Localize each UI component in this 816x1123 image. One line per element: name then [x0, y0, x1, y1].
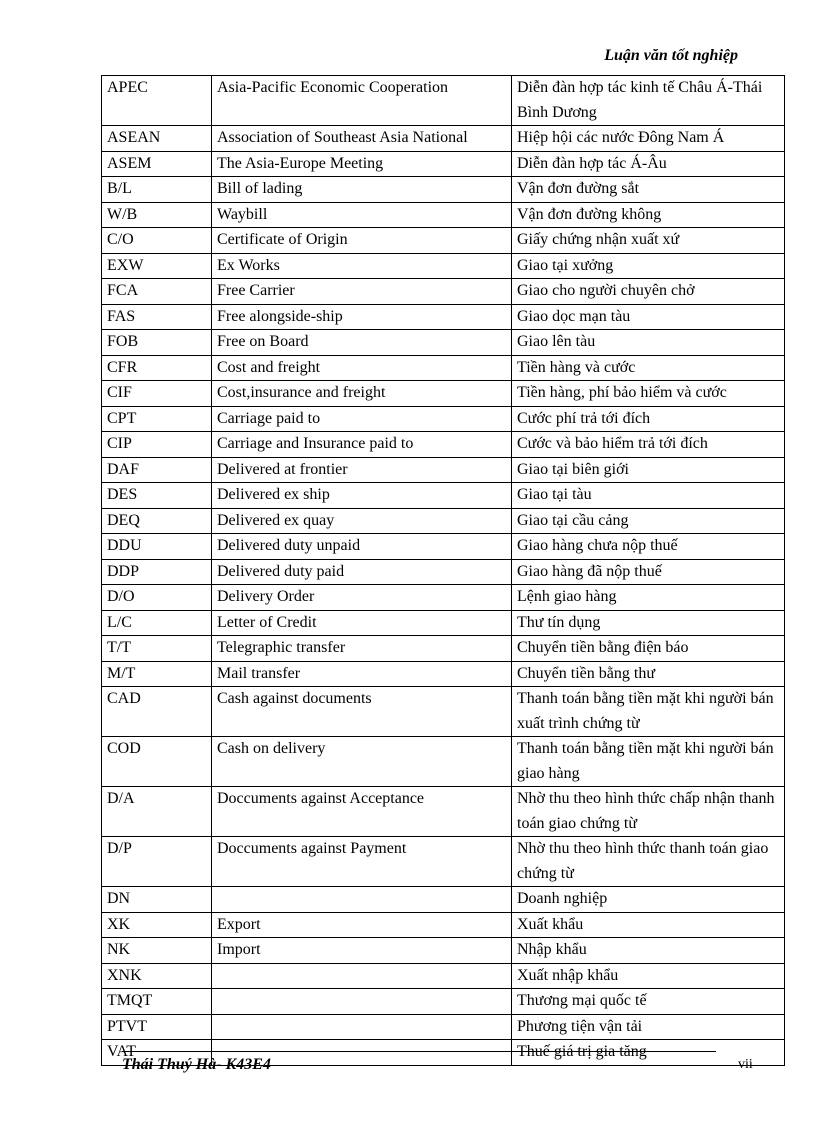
table-row: [102, 787, 785, 837]
table-row: [102, 636, 785, 662]
abbreviation-cell: VAT: [102, 1040, 212, 1066]
english-term-cell: Delivered at frontier: [212, 457, 512, 483]
english-term-cell: Telegraphic transfer: [212, 636, 512, 662]
vietnamese-term-cell: Giao tại xưởng: [512, 253, 785, 279]
english-term-cell: Free on Board: [212, 330, 512, 356]
vietnamese-term-cell: Giao hàng chưa nộp thuế: [512, 534, 785, 560]
english-term-cell: Cash against documents: [212, 687, 512, 737]
vietnamese-term-cell: Chuyển tiền bằng thư: [512, 661, 785, 687]
table-row: [102, 887, 785, 913]
table-row: [102, 457, 785, 483]
english-term-cell: Carriage paid to: [212, 406, 512, 432]
english-term-cell: Cost and freight: [212, 355, 512, 381]
abbreviation-cell: W/B: [102, 202, 212, 228]
vietnamese-term-cell: Thư tín dụng: [512, 610, 785, 636]
abbreviation-cell: CPT: [102, 406, 212, 432]
abbreviation-cell: DEQ: [102, 508, 212, 534]
footer-divider: [122, 1051, 716, 1052]
english-term-cell: Association of Southeast Asia National: [212, 126, 512, 152]
table-row: [102, 279, 785, 305]
english-term-cell: Cost,insurance and freight: [212, 381, 512, 407]
vietnamese-term-cell: Giao tại cầu cảng: [512, 508, 785, 534]
abbreviation-cell: CFR: [102, 355, 212, 381]
english-term-cell: Delivered duty unpaid: [212, 534, 512, 560]
table-row: [102, 304, 785, 330]
vietnamese-term-cell: Phương tiện vận tải: [512, 1014, 785, 1040]
vietnamese-term-cell: Nhờ thu theo hình thức thanh toán giao chứng từ: [512, 837, 785, 887]
english-term-cell: Carriage and Insurance paid to: [212, 432, 512, 458]
english-term-cell: Bill of lading: [212, 177, 512, 203]
table-row: [102, 687, 785, 737]
table-row: [102, 151, 785, 177]
vietnamese-term-cell: Doanh nghiệp: [512, 887, 785, 913]
table-row: [102, 661, 785, 687]
abbreviation-cell: D/P: [102, 837, 212, 887]
vietnamese-term-cell: Thương mại quốc tế: [512, 989, 785, 1015]
vietnamese-term-cell: Cước và bảo hiểm trả tới đích: [512, 432, 785, 458]
table-row: [102, 534, 785, 560]
running-header-title: Luận văn tốt nghiệp: [604, 47, 738, 64]
vietnamese-term-cell: Giao cho người chuyên chở: [512, 279, 785, 305]
vietnamese-term-cell: Thanh toán bằng tiền mặt khi người bán giao hàng: [512, 737, 785, 787]
abbreviation-cell: CIF: [102, 381, 212, 407]
english-term-cell: Letter of Credit: [212, 610, 512, 636]
english-term-cell: Free alongside-ship: [212, 304, 512, 330]
abbreviation-table: [101, 75, 785, 1066]
table-row: [102, 737, 785, 787]
vietnamese-term-cell: Tiền hàng, phí bảo hiểm và cước: [512, 381, 785, 407]
table-row: [102, 228, 785, 254]
table-row: [102, 126, 785, 152]
table-row: [102, 177, 785, 203]
table-row: [102, 253, 785, 279]
table-row: [102, 483, 785, 509]
abbreviation-cell: XK: [102, 912, 212, 938]
abbreviation-cell: CIP: [102, 432, 212, 458]
vietnamese-term-cell: Giao tại tàu: [512, 483, 785, 509]
abbreviation-cell: FAS: [102, 304, 212, 330]
table-row: [102, 406, 785, 432]
vietnamese-term-cell: Giao tại biên giới: [512, 457, 785, 483]
table-row: [102, 989, 785, 1015]
english-term-cell: Certificate of Origin: [212, 228, 512, 254]
table-row: [102, 559, 785, 585]
table-row: [102, 837, 785, 887]
vietnamese-term-cell: Giao dọc mạn tàu: [512, 304, 785, 330]
abbreviation-cell: L/C: [102, 610, 212, 636]
english-term-cell: The Asia-Europe Meeting: [212, 151, 512, 177]
english-term-cell: Delivered duty paid: [212, 559, 512, 585]
english-term-cell: Export: [212, 912, 512, 938]
vietnamese-term-cell: Thanh toán bằng tiền mặt khi người bán xuất trình chứng từ: [512, 687, 785, 737]
table-row: [102, 381, 785, 407]
abbreviation-cell: EXW: [102, 253, 212, 279]
table-row: [102, 432, 785, 458]
english-term-cell: Doccuments against Acceptance: [212, 787, 512, 837]
vietnamese-term-cell: Cước phí trả tới đích: [512, 406, 785, 432]
abbreviation-cell: COD: [102, 737, 212, 787]
table-row: [102, 938, 785, 964]
table-row: [102, 1014, 785, 1040]
vietnamese-term-cell: Nhờ thu theo hình thức chấp nhận thanh toán giao chứng từ: [512, 787, 785, 837]
vietnamese-term-cell: Nhập khẩu: [512, 938, 785, 964]
english-term-cell: Doccuments against Payment: [212, 837, 512, 887]
table-row: [102, 610, 785, 636]
vietnamese-term-cell: Hiệp hội các nước Đông Nam Á: [512, 126, 785, 152]
english-term-cell: [212, 963, 512, 989]
abbreviation-cell: XNK: [102, 963, 212, 989]
abbreviation-cell: PTVT: [102, 1014, 212, 1040]
abbreviation-cell: NK: [102, 938, 212, 964]
abbreviation-table-body: [102, 76, 785, 1066]
table-row: [102, 330, 785, 356]
abbreviation-cell: M/T: [102, 661, 212, 687]
english-term-cell: [212, 1014, 512, 1040]
abbreviation-cell: DDP: [102, 559, 212, 585]
english-term-cell: Import: [212, 938, 512, 964]
vietnamese-term-cell: Diễn đàn hợp tác Á-Âu: [512, 151, 785, 177]
abbreviation-cell: D/A: [102, 787, 212, 837]
table-row: [102, 508, 785, 534]
english-term-cell: Cash on delivery: [212, 737, 512, 787]
abbreviation-cell: DES: [102, 483, 212, 509]
english-term-cell: Delivered ex quay: [212, 508, 512, 534]
english-term-cell: Free Carrier: [212, 279, 512, 305]
page-number: vii: [738, 1057, 753, 1072]
abbreviation-cell: DN: [102, 887, 212, 913]
english-term-cell: Mail transfer: [212, 661, 512, 687]
table-row: [102, 585, 785, 611]
vietnamese-term-cell: Giao lên tàu: [512, 330, 785, 356]
abbreviation-cell: ASEM: [102, 151, 212, 177]
english-term-cell: Waybill: [212, 202, 512, 228]
abbreviation-cell: B/L: [102, 177, 212, 203]
table-row: [102, 912, 785, 938]
english-term-cell: Asia-Pacific Economic Cooperation: [212, 76, 512, 126]
vietnamese-term-cell: Vận đơn đường sắt: [512, 177, 785, 203]
abbreviation-cell: FOB: [102, 330, 212, 356]
table-row: [102, 355, 785, 381]
abbreviation-cell: APEC: [102, 76, 212, 126]
english-term-cell: [212, 989, 512, 1015]
vietnamese-term-cell: Tiền hàng và cước: [512, 355, 785, 381]
vietnamese-term-cell: Diễn đàn hợp tác kinh tế Châu Á-Thái Bình Dương: [512, 76, 785, 126]
abbreviation-cell: T/T: [102, 636, 212, 662]
footer-author: Thái Thuý Hà- K43E4: [122, 1056, 271, 1073]
vietnamese-term-cell: Thuế giá trị gia tăng: [512, 1040, 785, 1066]
table-row: [102, 76, 785, 126]
english-term-cell: [212, 887, 512, 913]
vietnamese-term-cell: Giao hàng đã nộp thuế: [512, 559, 785, 585]
english-term-cell: Delivered ex ship: [212, 483, 512, 509]
abbreviation-cell: DDU: [102, 534, 212, 560]
vietnamese-term-cell: Chuyển tiền bằng điện báo: [512, 636, 785, 662]
table-row: [102, 202, 785, 228]
abbreviation-cell: C/O: [102, 228, 212, 254]
abbreviation-cell: TMQT: [102, 989, 212, 1015]
abbreviation-cell: D/O: [102, 585, 212, 611]
english-term-cell: Delivery Order: [212, 585, 512, 611]
vietnamese-term-cell: Vận đơn đường không: [512, 202, 785, 228]
vietnamese-term-cell: Giấy chứng nhận xuất xứ: [512, 228, 785, 254]
abbreviation-cell: ASEAN: [102, 126, 212, 152]
vietnamese-term-cell: Lệnh giao hàng: [512, 585, 785, 611]
vietnamese-term-cell: Xuất khẩu: [512, 912, 785, 938]
abbreviation-cell: DAF: [102, 457, 212, 483]
abbreviation-cell: CAD: [102, 687, 212, 737]
abbreviation-cell: FCA: [102, 279, 212, 305]
table-row: [102, 963, 785, 989]
english-term-cell: Ex Works: [212, 253, 512, 279]
vietnamese-term-cell: Xuất nhập khẩu: [512, 963, 785, 989]
